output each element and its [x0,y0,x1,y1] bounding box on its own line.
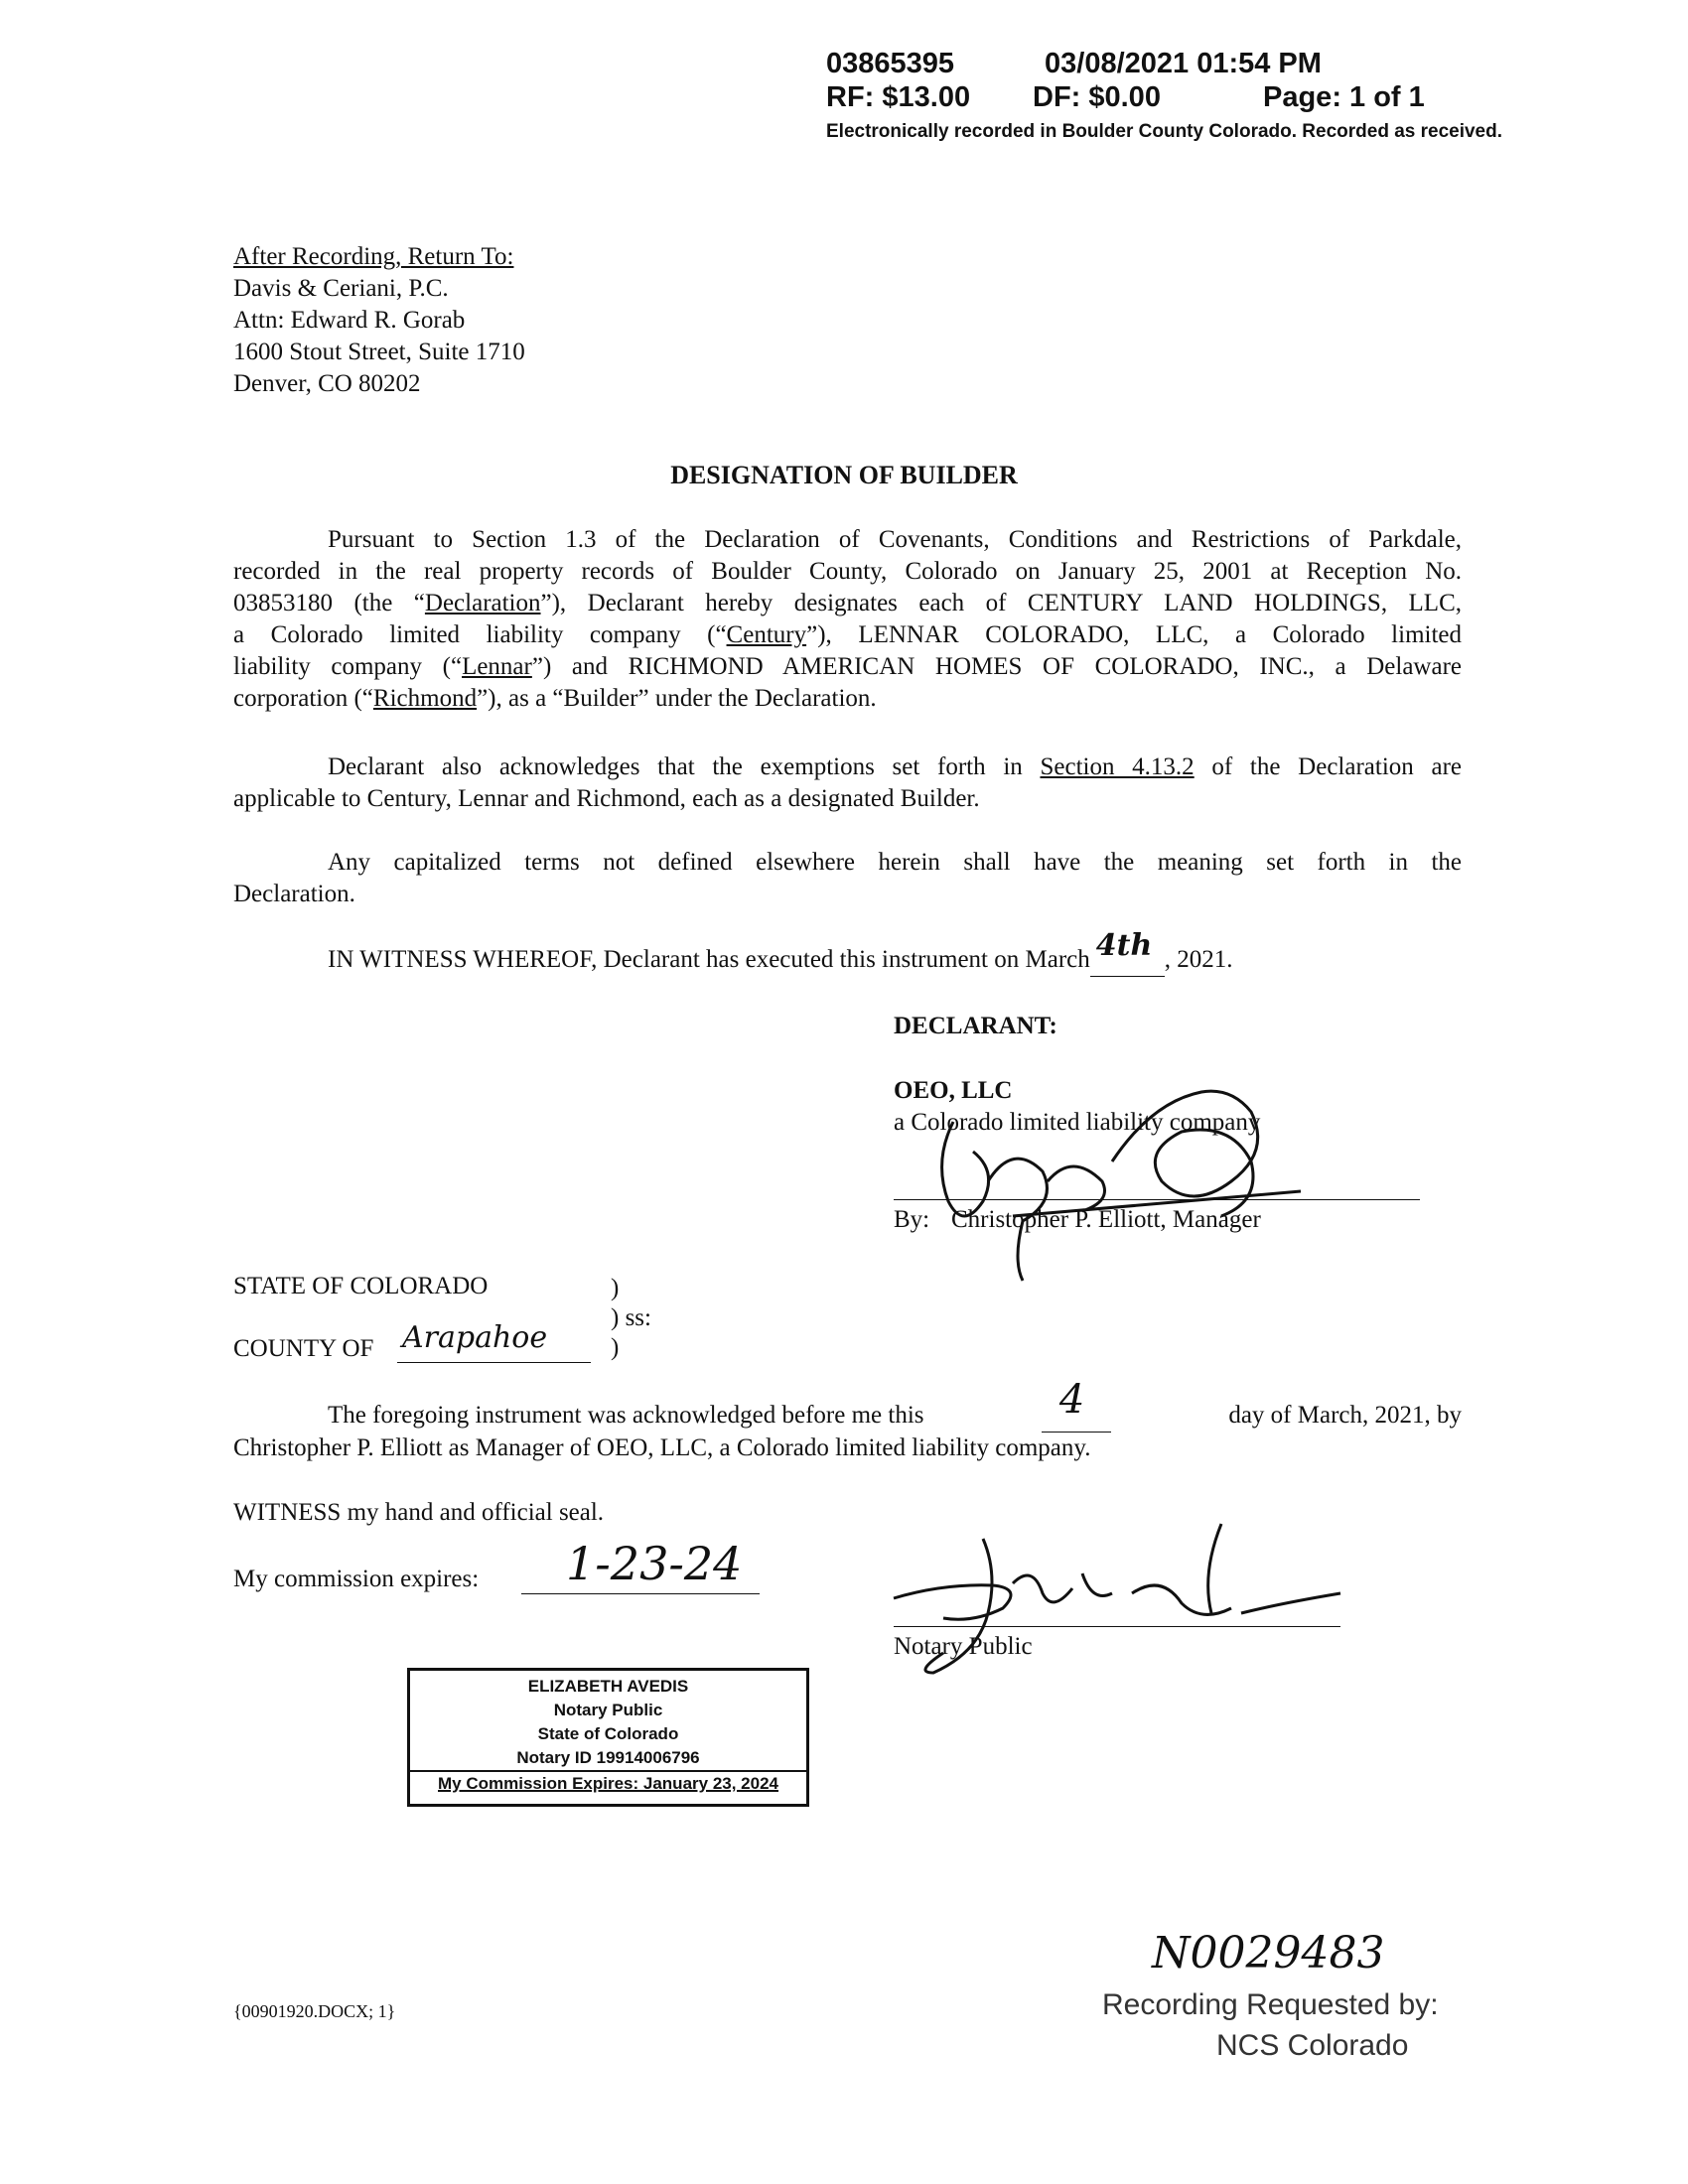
text-span: Declarant also acknowledges that the exemptions set forth in [328,753,1041,780]
stamp-state: State of Colorado [537,1724,679,1743]
county-handwritten: Arapahoe [402,1320,548,1355]
text-span: The foregoing instrument was acknowledged before me this [328,1402,924,1429]
stamp-expiration: My Commission Expires: January 23, 2024 [410,1770,806,1796]
declarant-heading: DECLARANT: [894,1013,1057,1039]
document-title: DESIGNATION OF BUILDER [670,461,1018,489]
para1-line [233,588,1462,619]
paragraph-designation [233,524,1462,715]
section-reference: Section 4.13.2 [1040,753,1195,780]
in-witness-line [328,928,1233,977]
witness-hand-seal: WITNESS my hand and official seal. [233,1499,605,1526]
recording-note: Electronically recorded in Boulder County Colorado. Recorded as received. [826,121,1503,142]
page-count: Page: 1 of 1 [1263,81,1425,113]
para3-line: Any capitalized terms not defined elsewhere herein shall have the meaning set forth in the [328,849,1462,876]
declarant-signer: Christopher P. Elliott, Manager [951,1206,1261,1233]
commission-blank [521,1593,760,1594]
para2-line: applicable to Century, Lennar and Richmond, each as a designated Builder. [233,785,980,812]
text-span: ”), as a “Builder” under the Declaration. [477,685,877,712]
commission-date-handwritten: 1-23-24 [566,1537,743,1590]
commission-label: My commission expires: [233,1566,480,1592]
ack-line [233,1377,1462,1433]
text-span: corporation (“ [233,685,373,712]
paren-3: ) [611,1334,620,1361]
text-span: ”) and RICHMOND AMERICAN HOMES OF COLORADO, INC., a Delaware [531,653,1462,680]
declarant-entity: OEO, LLC [894,1077,1013,1104]
ack-day-blank [1042,1377,1111,1433]
notary-public-label: Notary Public [894,1633,1033,1660]
recording-fee: RF: $13.00 [826,81,971,113]
paragraph-capitalized-terms [233,847,1462,910]
text-span: IN WITNESS WHEREOF, Declarant has executed this instrument on March [328,946,1090,973]
handwritten-day: 4th [1095,928,1153,963]
declarant-by: By: [894,1206,930,1233]
text-span: of the Declaration are [1194,753,1462,780]
text-span: day of March, 2021, by [1228,1402,1462,1429]
defined-term-declaration: Declaration [424,590,541,616]
county-blank [397,1362,591,1363]
return-to-line: 1600 Stout Street, Suite 1710 [233,339,525,365]
text-span: , 2021. [1164,946,1233,973]
para2-line [233,751,1462,783]
text-span: liability company (“ [233,653,463,680]
text-span: a Colorado limited liability company (“ [233,621,727,648]
document-reference: {00901920.DOCX; 1} [233,2001,396,2021]
return-to-block [233,241,525,400]
stamp-notary-id: Notary ID 19914006796 [516,1748,700,1767]
documentary-fee: DF: $0.00 [1033,81,1161,113]
paren-1: ) [611,1275,620,1301]
stamp-title: Notary Public [553,1701,663,1719]
para1-line: recorded in the real property records of Boulder County, Colorado on January 25, 2001 at Reception No. [233,558,1462,585]
text-span: ”), LENNAR COLORADO, LLC, a Colorado limited [806,621,1463,648]
notary-signature [884,1514,1360,1693]
ss-marker: ) ss: [611,1304,651,1331]
text-span: ”), Declarant hereby designates each of CENTURY LAND HOLDINGS, LLC, [540,590,1462,616]
recording-datetime: 03/08/2021 01:54 PM [1045,48,1322,79]
para1-line: Pursuant to Section 1.3 of the Declaration of Covenants, Conditions and Restrictions of Parkdale, [328,526,1462,553]
recording-requested-by: Recording Requested by: [1102,1988,1439,2021]
declarant-entity-description: a Colorado limited liability company [894,1109,1261,1136]
return-to-line: Davis & Ceriani, P.C. [233,275,449,302]
defined-term-lennar: Lennar [462,653,532,680]
declarant-signature [874,1032,1390,1291]
notary-stamp [407,1668,809,1807]
para1-line [233,683,1462,715]
recording-doc-number: 03865395 [826,48,955,79]
defined-term-century: Century [726,621,807,648]
paragraph-exemptions [233,751,1462,815]
return-to-heading: After Recording, Return To: [233,243,514,270]
date-blank [1090,928,1165,977]
para3-line: Declaration. [233,881,355,907]
acknowledgement-paragraph [233,1377,1462,1464]
stamp-name: ELIZABETH AVEDIS [527,1677,689,1696]
handwritten-ack-day: 4 [1058,1377,1085,1423]
para1-line [233,651,1462,683]
notary-state: STATE OF COLORADO [233,1273,489,1299]
return-to-line: Attn: Edward R. Gorab [233,307,466,334]
ack-line: Christopher P. Elliott as Manager of OEO, LLC, a Colorado limited liability company. [233,1434,1091,1461]
return-to-line: Denver, CO 80202 [233,370,421,397]
notary-county-label: COUNTY OF [233,1335,374,1362]
handwritten-order-number: N0029483 [1152,1928,1385,1979]
text-span: 03853180 (the “ [233,590,425,616]
requester-name: NCS Colorado [1216,2029,1409,2062]
para1-line [233,619,1462,651]
defined-term-richmond: Richmond [372,685,478,712]
